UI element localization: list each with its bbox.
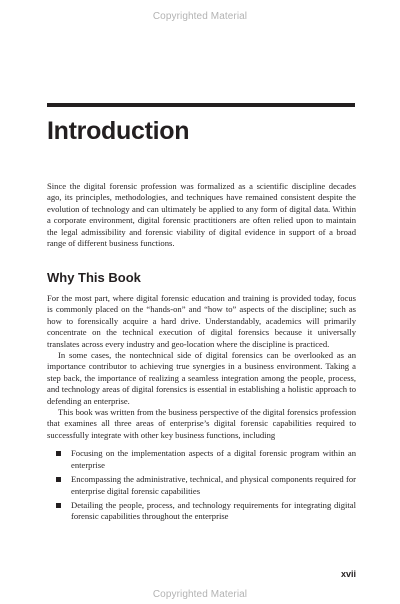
square-bullet-icon <box>56 451 61 456</box>
square-bullet-icon <box>56 477 61 482</box>
body-paragraph-1: For the most part, where digital forensic education and training is provided today, focus is commonly placed on the “hands-on” and “how to” aspects of the discipline; such as how to forensically acquire a hard drive. Understandably, academics will primarily concentrate on the technical execution of digital forensics because it universally translates across every industry and geo-location where the discipline is practiced. <box>47 293 356 349</box>
bullet-list <box>47 448 356 522</box>
intro-text: Since the digital forensic profession was formalized as a scientific discipline decades ago, its principles, methodologies, and techniques have remained consistent despite the evolution of technology and can ultimately be applied to any form of digital data. Within a corporate environment, digital forensic practitioners are often relied upon to maintain the legal admissibility and forensic viability of digital evidence in support of a broad range of different business functions. <box>47 181 356 249</box>
watermark-top: Copyrighted Material <box>152 11 248 22</box>
bullet-text: Detailing the people, process, and technology requirements for integrating digital forensic capabilities throughout the enterprise <box>71 499 356 522</box>
intro-paragraph <box>47 181 356 249</box>
body-paragraph-3: This book was written from the business perspective of the digital forensics profession that examines all three areas of enterprise’s digital forensic capabilities required to successfully integrate with other key business functions, including <box>47 407 356 440</box>
page-number: xvii <box>340 569 356 579</box>
bullet-item <box>47 500 356 523</box>
bullet-item <box>47 448 356 471</box>
square-bullet-icon <box>56 503 61 508</box>
bullet-item <box>47 474 356 497</box>
chapter-rule <box>47 103 355 107</box>
section-body <box>47 293 356 526</box>
bullet-text: Focusing on the implementation aspects of a digital forensic program within an enterprise <box>71 448 356 470</box>
watermark-bottom: Copyrighted Material <box>152 589 248 600</box>
body-paragraph-2: In some cases, the nontechnical side of digital forensics can be overlooked as an importance contributor to achieving true synergies in a business environment. Taking a step back, the importance of realizing a seamless integration among the people, process, and technology areas of digital forensics is essential in establishing a holistic approach to defending an enterprise. <box>47 350 356 406</box>
chapter-title: Introduction <box>47 117 190 145</box>
section-heading: Why This Book <box>47 270 141 285</box>
bullet-text: Encompassing the administrative, technical, and physical components required for enterprise digital forensic capabilities <box>71 474 356 496</box>
